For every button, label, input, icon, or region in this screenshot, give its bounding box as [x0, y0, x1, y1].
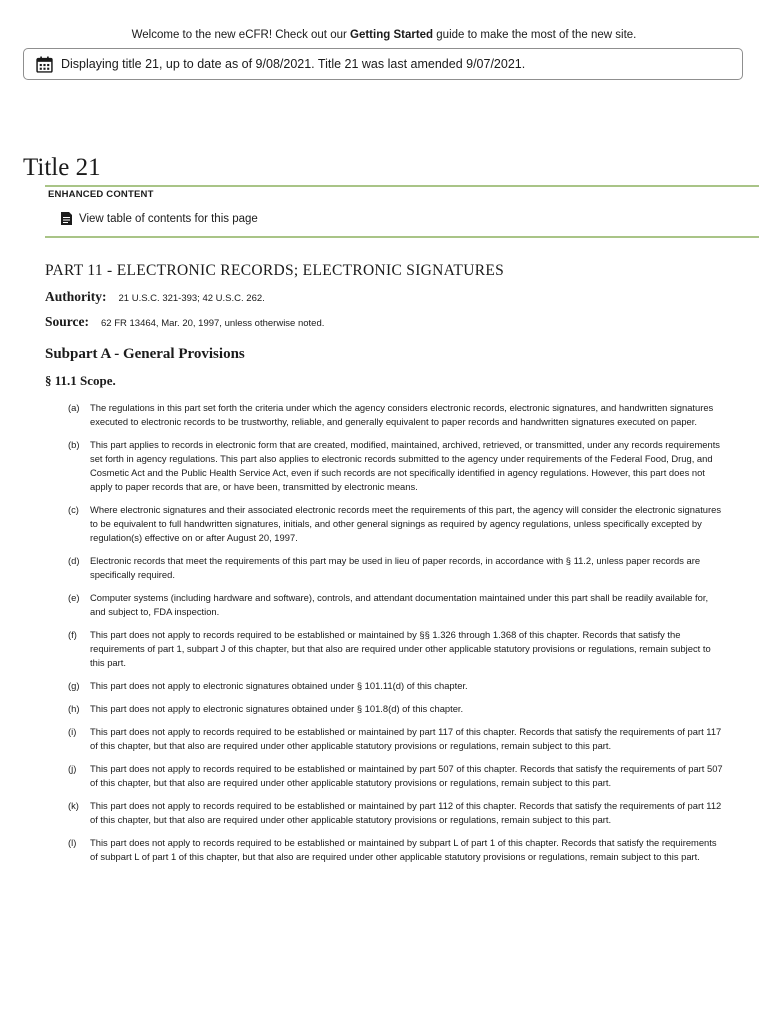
- paragraph-e: [68, 591, 724, 619]
- paragraph-label: (k): [68, 800, 79, 811]
- authority-value: 21 U.S.C. 321-393; 42 U.S.C. 262.: [118, 293, 265, 304]
- authority-row: [45, 289, 265, 305]
- paragraph-text: Electronic records that meet the requirements of this part may be used in lieu of paper records, in accordance with § 11.2, unless paper records are specifically required.: [90, 555, 701, 580]
- source-label: Source:: [45, 314, 89, 329]
- paragraph-label: (l): [68, 837, 77, 848]
- paragraph-l: [68, 836, 724, 864]
- paragraph-text: This part does not apply to records required to be established or maintained by subpart L of part 1 of this chapter. Records that satisfy the requirements of subpart L of part 1 of this chapter, but that also are required under other applicable statutory provisions or regulations, remain subject to this part.: [90, 837, 717, 862]
- welcome-suffix: guide to make the most of the new site.: [433, 29, 637, 41]
- document-icon: [61, 212, 72, 225]
- enhanced-content-label: ENHANCED CONTENT: [48, 189, 154, 200]
- paragraph-label: (d): [68, 555, 80, 566]
- welcome-prefix: Welcome to the new eCFR! Check out our: [131, 29, 351, 41]
- paragraph-k: [68, 799, 724, 827]
- paragraph-text: This part does not apply to electronic signatures obtained under § 101.8(d) of this chapter.: [90, 703, 464, 714]
- enhanced-content-top-divider: [45, 185, 759, 187]
- paragraph-text: This part does not apply to electronic signatures obtained under § 101.11(d) of this chapter.: [90, 680, 468, 691]
- paragraph-text: Where electronic signatures and their associated electronic records meet the requirements of this part, the agency will consider the electronic signatures to be equivalent to full handwritten signatures, initials, and other general signings as required by agency regulations, unless specifically excepted by regulation(s) effective on or after August 20, 1997.: [90, 504, 722, 543]
- section-heading: § 11.1 Scope.: [45, 373, 116, 388]
- paragraph-h: [68, 702, 724, 716]
- paragraph-g: [68, 679, 724, 693]
- paragraph-text: Computer systems (including hardware and software), controls, and attendant documentation maintained under this part shall be readily available for, and subject to, FDA inspection.: [90, 592, 709, 617]
- calendar-icon: [36, 56, 53, 73]
- paragraph-text: This part does not apply to records required to be established or maintained by part 507 of this chapter. Records that satisfy the requirements of part 507 of this chapter, but that also are required under other applicable statutory provisions or regulations, remain subject to this part.: [90, 763, 723, 788]
- paragraph-label: (i): [68, 726, 77, 737]
- enhanced-content-bottom-divider: [45, 236, 759, 238]
- paragraph-f: [68, 628, 724, 670]
- paragraph-label: (h): [68, 703, 80, 714]
- authority-label: Authority:: [45, 289, 107, 304]
- paragraph-c: [68, 503, 724, 545]
- date-banner-text: Displaying title 21, up to date as of 9/08/2021. Title 21 was last amended 9/07/2021.: [61, 57, 526, 71]
- paragraph-i: [68, 725, 724, 753]
- paragraph-text: This part applies to records in electronic form that are created, modified, maintained, archived, retrieved, or transmitted, under any records requirements set forth in agency regulations. This part also applies to electronic records submitted to the agency under requirements of the Federal Food, Drug, and Cosmetic Act and the Public Health Service Act, even if such records are not specifically identified in agency regulations. However, this part does not apply to paper records that are, or have been, transmitted by electronic means.: [90, 439, 720, 492]
- paragraph-label: (j): [68, 763, 77, 774]
- paragraph-label: (g): [68, 680, 80, 691]
- source-row: [45, 314, 324, 330]
- paragraph-a: [68, 401, 724, 429]
- table-of-contents-link-text[interactable]: View table of contents for this page: [79, 212, 258, 225]
- section-paragraphs: [68, 401, 724, 873]
- welcome-message: [0, 29, 768, 41]
- part-heading: PART 11 - ELECTRONIC RECORDS; ELECTRONIC SIGNATURES: [45, 262, 505, 279]
- paragraph-d: [68, 554, 724, 582]
- paragraph-text: The regulations in this part set forth the criteria under which the agency considers electronic records, electronic signatures, and handwritten signatures executed to electronic records to be trustworthy, reliable, and generally equivalent to paper records and handwritten signatures executed on paper.: [90, 402, 714, 427]
- paragraph-text: This part does not apply to records required to be established or maintained by part 112 of this chapter. Records that satisfy the requirements of part 112 of this chapter, but that also are required under other applicable statutory provisions or regulations, remain subject to this part.: [90, 800, 722, 825]
- subpart-heading: Subpart A - General Provisions: [45, 346, 245, 362]
- paragraph-b: [68, 438, 724, 494]
- paragraph-text: This part does not apply to records required to be established or maintained by part 117 of this chapter. Records that satisfy the requirements of part 117 of this chapter, but that also are required under other applicable statutory provisions or regulations, remain subject to this part.: [90, 726, 722, 751]
- source-value: 62 FR 13464, Mar. 20, 1997, unless otherwise noted.: [101, 318, 325, 329]
- paragraph-label: (f): [68, 629, 77, 640]
- page-title: Title 21: [23, 154, 101, 181]
- paragraph-label: (e): [68, 592, 80, 603]
- paragraph-j: [68, 762, 724, 790]
- paragraph-label: (c): [68, 504, 79, 515]
- getting-started-link[interactable]: Getting Started: [350, 29, 434, 41]
- paragraph-text: This part does not apply to records required to be established or maintained by §§ 1.326 through 1.368 of this chapter. Records that satisfy the requirements of part 1, subpart J of this chapter, but that also are required under other applicable statutory provisions or regulations, remain subject to this part.: [90, 629, 711, 668]
- date-banner: [23, 48, 743, 80]
- paragraph-label: (a): [68, 402, 80, 413]
- paragraph-label: (b): [68, 439, 80, 450]
- table-of-contents-link[interactable]: [61, 212, 258, 225]
